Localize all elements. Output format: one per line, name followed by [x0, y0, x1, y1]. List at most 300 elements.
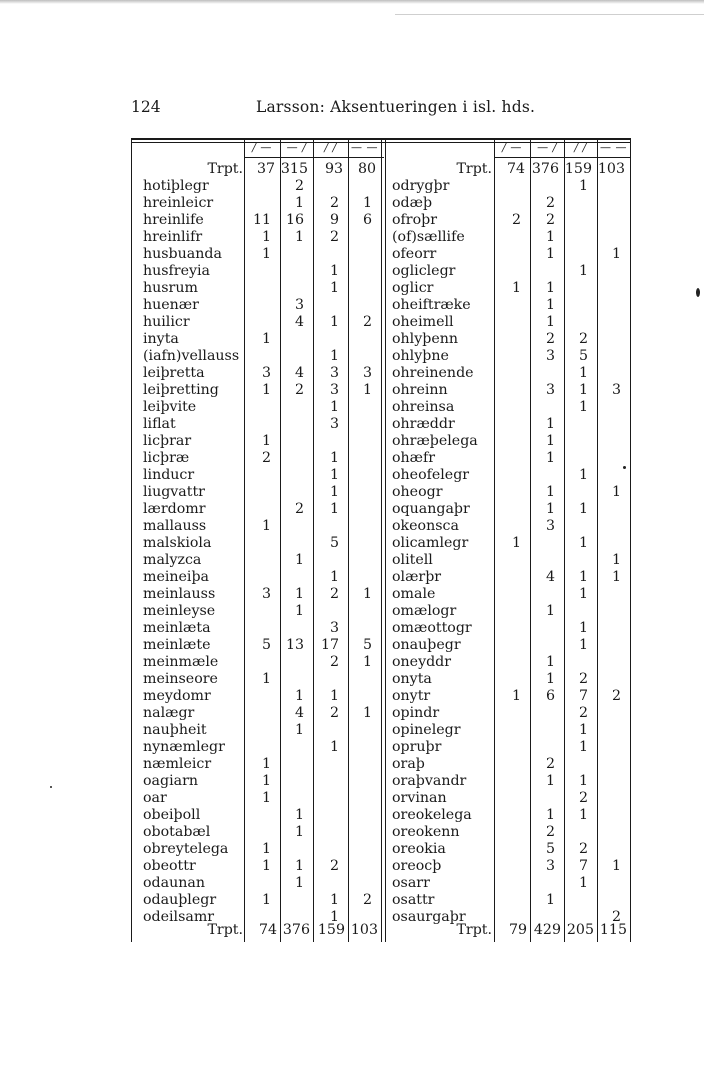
count-cell: 1 [578, 875, 588, 891]
right-table-row [0, 297, 704, 314]
count-cell: 3 [329, 365, 339, 381]
right-table-row [0, 637, 704, 654]
word-cell: meinlauss [143, 586, 216, 602]
right-table-row [0, 756, 704, 773]
word-cell: onytr [392, 688, 431, 704]
right-table-row [0, 195, 704, 212]
word-cell: inyta [143, 331, 179, 347]
count-cell: 5 [545, 841, 555, 857]
count-cell: 1 [294, 824, 304, 840]
word-cell: opruþr [392, 739, 442, 755]
count-cell: 1 [511, 535, 521, 551]
word-cell: ohræddr [392, 416, 455, 432]
count-cell: 1 [578, 178, 588, 194]
word-cell: meinlæta [143, 620, 211, 636]
count-cell: 5 [261, 637, 271, 653]
count-cell: 1 [261, 841, 271, 857]
word-cell: liugvattr [143, 484, 205, 500]
right-column-accent-mark: — — [600, 141, 627, 154]
count-cell: 7 [578, 858, 588, 874]
word-cell: nalægr [143, 705, 195, 721]
count-cell: 1 [261, 858, 271, 874]
count-cell: 1 [362, 382, 372, 398]
right-table-row [0, 824, 704, 841]
word-cell: oheogr [392, 484, 443, 500]
word-cell: odauþlegr [143, 892, 217, 908]
count-cell: 3 [329, 416, 339, 432]
count-cell: 1 [545, 892, 555, 908]
count-cell: 1 [545, 229, 555, 245]
right-table-row [0, 892, 704, 909]
word-cell: oheiftræke [392, 297, 471, 313]
count-cell: 1 [611, 552, 621, 568]
count-cell: 1 [578, 501, 588, 517]
total-cell: 429 [533, 922, 561, 938]
running-title: Larsson: Aksentueringen i isl. hds. [256, 98, 536, 116]
word-cell: oneyddr [392, 654, 452, 670]
count-cell: 1 [545, 807, 555, 823]
word-cell: oreokenn [392, 824, 460, 840]
count-cell: 2 [329, 195, 339, 211]
right-table-row [0, 348, 704, 365]
left-column-accent-mark: — / [286, 141, 307, 154]
count-cell: 2 [329, 858, 339, 874]
count-cell: 1 [545, 314, 555, 330]
column-mark-rule-right [494, 157, 631, 158]
count-cell: 11 [252, 212, 271, 228]
count-cell: 4 [294, 365, 304, 381]
count-cell: 1 [362, 705, 372, 721]
count-cell: 2 [545, 212, 555, 228]
word-cell: meinleyse [143, 603, 216, 619]
total-cell: 315 [280, 161, 308, 177]
count-cell: 1 [578, 399, 588, 415]
count-cell: 1 [545, 280, 555, 296]
count-cell: 1 [578, 586, 588, 602]
word-cell: obeottr [143, 858, 196, 874]
count-cell: 1 [545, 671, 555, 687]
word-cell: oreokia [392, 841, 446, 857]
scan-artifact-line [395, 14, 704, 15]
word-cell: meinlæte [143, 637, 211, 653]
word-cell: obeiþoll [143, 807, 201, 823]
scan-speck [696, 288, 700, 297]
right-table-row [0, 331, 704, 348]
word-cell: ohreinende [392, 365, 474, 381]
right-table-row [0, 501, 704, 518]
word-cell: orvinan [392, 790, 447, 806]
word-cell: ohreinsa [392, 399, 455, 415]
count-cell: 2 [545, 195, 555, 211]
count-cell: 1 [578, 620, 588, 636]
right-column-accent-mark: — / [537, 141, 557, 154]
total-cell: 74 [506, 161, 525, 177]
trpt-label: Trpt. [207, 161, 243, 177]
count-cell: 1 [294, 807, 304, 823]
count-cell: 2 [545, 824, 555, 840]
word-cell: odeilsamr [143, 909, 215, 925]
count-cell: 1 [578, 382, 588, 398]
right-table-row [0, 416, 704, 433]
count-cell: 6 [545, 688, 555, 704]
count-cell: 1 [329, 909, 339, 925]
word-cell: oagiarn [143, 773, 198, 789]
count-cell: 1 [545, 433, 555, 449]
left-column-accent-mark: / / [324, 141, 337, 154]
total-cell: 93 [324, 161, 343, 177]
count-cell: 2 [362, 314, 372, 330]
count-cell: 1 [294, 603, 304, 619]
word-cell: opinelegr [392, 722, 461, 738]
count-cell: 1 [611, 569, 621, 585]
word-cell: linducr [143, 467, 195, 483]
word-cell: lærdomr [143, 501, 206, 517]
right-table-row [0, 280, 704, 297]
count-cell: 1 [545, 416, 555, 432]
scan-edge-shadow [0, 0, 704, 4]
word-cell: husbuanda [143, 246, 222, 262]
count-cell: 1 [261, 671, 271, 687]
total-cell: 37 [256, 161, 275, 177]
right-table-row [0, 569, 704, 586]
count-cell: 1 [545, 450, 555, 466]
count-cell: 1 [578, 535, 588, 551]
count-cell: 2 [329, 586, 339, 602]
count-cell: 3 [362, 365, 372, 381]
count-cell: 3 [545, 858, 555, 874]
right-column-accent-mark: / / [574, 141, 587, 154]
count-cell: 3 [329, 620, 339, 636]
count-cell: 1 [545, 773, 555, 789]
count-cell: 1 [578, 637, 588, 653]
word-cell: meinseore [143, 671, 218, 687]
word-cell: olicamlegr [392, 535, 469, 551]
count-cell: 1 [294, 688, 304, 704]
count-cell: 1 [578, 773, 588, 789]
right-table-row [0, 654, 704, 671]
right-table-row [0, 178, 704, 195]
word-cell: omale [392, 586, 436, 602]
word-cell: ohreinn [392, 382, 448, 398]
count-cell: 2 [261, 450, 271, 466]
count-cell: 1 [261, 892, 271, 908]
right-table-row [0, 433, 704, 450]
word-cell: osattr [392, 892, 435, 908]
count-cell: 6 [362, 212, 372, 228]
word-cell: ohlyþenn [392, 331, 458, 347]
count-cell: 2 [545, 756, 555, 772]
right-table-row [0, 620, 704, 637]
count-cell: 1 [329, 501, 339, 517]
word-cell: licþrar [143, 433, 192, 449]
scan-speck [50, 786, 52, 788]
count-cell: 1 [329, 569, 339, 585]
count-cell: 3 [545, 518, 555, 534]
word-cell: osaurgaþr [392, 909, 466, 925]
right-table-row [0, 552, 704, 569]
right-table-row [0, 858, 704, 875]
count-cell: 1 [329, 450, 339, 466]
word-cell: oglicr [392, 280, 434, 296]
total-cell: 205 [566, 922, 594, 938]
trpt-label: Trpt. [456, 161, 492, 177]
word-cell: oquangaþr [392, 501, 470, 517]
count-cell: 1 [511, 688, 521, 704]
word-cell: meydomr [143, 688, 211, 704]
word-cell: odrygþr [392, 178, 450, 194]
right-table-row [0, 246, 704, 263]
right-table-row [0, 382, 704, 399]
word-cell: oraþ [392, 756, 425, 772]
right-table-row [0, 841, 704, 858]
right-table-row [0, 688, 704, 705]
page-number: 124 [131, 98, 161, 116]
count-cell: 3 [294, 297, 304, 313]
count-cell: 1 [545, 297, 555, 313]
count-cell: 1 [261, 382, 271, 398]
word-cell: hreinlifr [143, 229, 203, 245]
count-cell: 1 [294, 195, 304, 211]
count-cell: 1 [611, 858, 621, 874]
count-cell: 1 [329, 892, 339, 908]
trpt-label: Trpt. [207, 922, 243, 938]
count-cell: 1 [329, 739, 339, 755]
right-table-row [0, 586, 704, 603]
word-cell: osarr [392, 875, 430, 891]
count-cell: 5 [362, 637, 372, 653]
word-cell: omæottogr [392, 620, 472, 636]
count-cell: 1 [329, 399, 339, 415]
count-cell: 4 [294, 314, 304, 330]
count-cell: 1 [329, 467, 339, 483]
count-cell: 2 [578, 841, 588, 857]
count-cell: 1 [578, 263, 588, 279]
count-cell: 1 [578, 569, 588, 585]
count-cell: 1 [362, 586, 372, 602]
count-cell: 1 [578, 365, 588, 381]
word-cell: hotiþlegr [143, 178, 209, 194]
count-cell: 1 [362, 195, 372, 211]
count-cell: 1 [329, 263, 339, 279]
count-cell: 2 [329, 654, 339, 670]
right-table-row [0, 807, 704, 824]
count-cell: 1 [545, 484, 555, 500]
count-cell: 4 [545, 569, 555, 585]
right-table-row [0, 399, 704, 416]
count-cell: 1 [511, 280, 521, 296]
count-cell: 1 [362, 654, 372, 670]
count-cell: 1 [294, 552, 304, 568]
word-cell: meinmæle [143, 654, 219, 670]
count-cell: 3 [261, 365, 271, 381]
right-table-row [0, 705, 704, 722]
total-cell: 103 [350, 922, 378, 938]
word-cell: nynæmlegr [143, 739, 225, 755]
scan-speck [623, 466, 626, 469]
word-cell: olærþr [392, 569, 442, 585]
count-cell: 13 [285, 637, 304, 653]
count-cell: 2 [545, 331, 555, 347]
right-table-row [0, 450, 704, 467]
count-cell: 1 [329, 314, 339, 330]
count-cell: 1 [611, 484, 621, 500]
count-cell: 1 [294, 586, 304, 602]
count-cell: 1 [545, 246, 555, 262]
word-cell: opindr [392, 705, 440, 721]
count-cell: 2 [362, 892, 372, 908]
word-cell: odaunan [143, 875, 205, 891]
word-cell: ohæfr [392, 450, 436, 466]
right-table-row [0, 518, 704, 535]
count-cell: 1 [261, 229, 271, 245]
count-cell: 1 [578, 722, 588, 738]
word-cell: mallauss [143, 518, 207, 534]
word-cell: (iafn)vellauss [143, 348, 240, 364]
count-cell: 4 [294, 705, 304, 721]
count-cell: 2 [611, 909, 621, 925]
total-cell: 74 [258, 922, 277, 938]
count-cell: 2 [578, 705, 588, 721]
count-cell: 2 [294, 382, 304, 398]
count-cell: 1 [545, 654, 555, 670]
total-cell: 115 [599, 922, 627, 938]
count-cell: 2 [329, 229, 339, 245]
word-cell: leiþvite [143, 399, 197, 415]
count-cell: 1 [329, 484, 339, 500]
word-cell: nauþheit [143, 722, 207, 738]
total-cell: 80 [357, 161, 376, 177]
count-cell: 2 [578, 790, 588, 806]
word-cell: oreocþ [392, 858, 442, 874]
word-cell: oheimell [392, 314, 454, 330]
left-column-accent-mark: — — [351, 141, 378, 154]
count-cell: 1 [261, 433, 271, 449]
count-cell: 3 [261, 586, 271, 602]
word-cell: næmleicr [143, 756, 212, 772]
total-cell: 159 [564, 161, 592, 177]
word-cell: leiþretta [143, 365, 205, 381]
word-cell: leiþretting [143, 382, 219, 398]
right-table-row [0, 722, 704, 739]
word-cell: onauþegr [392, 637, 461, 653]
word-cell: odæþ [392, 195, 433, 211]
word-cell: liflat [143, 416, 176, 432]
count-cell: 1 [261, 773, 271, 789]
total-cell: 159 [317, 922, 345, 938]
trpt-label: Trpt. [456, 922, 492, 938]
right-table-row [0, 467, 704, 484]
word-cell: licþræ [143, 450, 190, 466]
word-cell: onyta [392, 671, 432, 687]
word-cell: hreinlife [143, 212, 204, 228]
right-table-row [0, 773, 704, 790]
word-cell: olitell [392, 552, 433, 568]
count-cell: 3 [545, 348, 555, 364]
count-cell: 1 [329, 280, 339, 296]
count-cell: 2 [611, 688, 621, 704]
count-cell: 2 [294, 178, 304, 194]
right-table-row [0, 875, 704, 892]
word-cell: oheofelegr [392, 467, 470, 483]
word-cell: oraþvandr [392, 773, 467, 789]
right-table-row [0, 365, 704, 382]
word-cell: malyzca [143, 552, 202, 568]
word-cell: ohlyþne [392, 348, 449, 364]
word-cell: obotabæl [143, 824, 211, 840]
word-cell: hreinleicr [143, 195, 214, 211]
count-cell: 1 [294, 722, 304, 738]
right-table-row [0, 671, 704, 688]
count-cell: 1 [294, 229, 304, 245]
count-cell: 9 [329, 212, 339, 228]
word-cell: omælogr [392, 603, 457, 619]
word-cell: husrum [143, 280, 198, 296]
count-cell: 1 [294, 875, 304, 891]
count-cell: 7 [578, 688, 588, 704]
count-cell: 1 [294, 858, 304, 874]
count-cell: 1 [545, 501, 555, 517]
page-header [0, 98, 704, 120]
right-bottom-totals-row [0, 922, 704, 939]
right-table-row [0, 263, 704, 280]
word-cell: huenær [143, 297, 199, 313]
right-column-accent-mark: / — [502, 141, 522, 154]
count-cell: 1 [578, 467, 588, 483]
right-table-row [0, 535, 704, 552]
right-table-row [0, 603, 704, 620]
count-cell: 16 [285, 212, 304, 228]
count-cell: 1 [261, 246, 271, 262]
count-cell: 1 [329, 688, 339, 704]
count-cell: 1 [545, 603, 555, 619]
word-cell: obreytelega [143, 841, 229, 857]
total-cell: 376 [531, 161, 559, 177]
right-table-row [0, 314, 704, 331]
word-cell: (of)sællife [392, 229, 465, 245]
count-cell: 17 [320, 637, 339, 653]
count-cell: 5 [578, 348, 588, 364]
total-cell: 103 [597, 161, 625, 177]
left-column-accent-mark: / — [252, 141, 272, 154]
word-cell: ogliclegr [392, 263, 456, 279]
right-table-row [0, 212, 704, 229]
total-cell: 376 [282, 922, 310, 938]
count-cell: 2 [294, 501, 304, 517]
word-cell: meineiþa [143, 569, 209, 585]
word-cell: ofroþr [392, 212, 437, 228]
right-table-row [0, 739, 704, 756]
word-cell: malskiola [143, 535, 212, 551]
word-cell: huilicr [143, 314, 190, 330]
word-cell: okeonsca [392, 518, 459, 534]
count-cell: 2 [511, 212, 521, 228]
count-cell: 1 [329, 348, 339, 364]
column-mark-rule-left [244, 157, 384, 158]
count-cell: 1 [611, 246, 621, 262]
count-cell: 3 [611, 382, 621, 398]
count-cell: 1 [578, 739, 588, 755]
count-cell: 1 [261, 790, 271, 806]
count-cell: 3 [329, 382, 339, 398]
word-cell: oar [143, 790, 167, 806]
word-cell: ofeorr [392, 246, 437, 262]
count-cell: 3 [545, 382, 555, 398]
count-cell: 2 [578, 331, 588, 347]
word-cell: ohræþelega [392, 433, 478, 449]
right-table-row [0, 790, 704, 807]
right-top-totals-row [0, 161, 704, 178]
word-cell: husfreyia [143, 263, 210, 279]
